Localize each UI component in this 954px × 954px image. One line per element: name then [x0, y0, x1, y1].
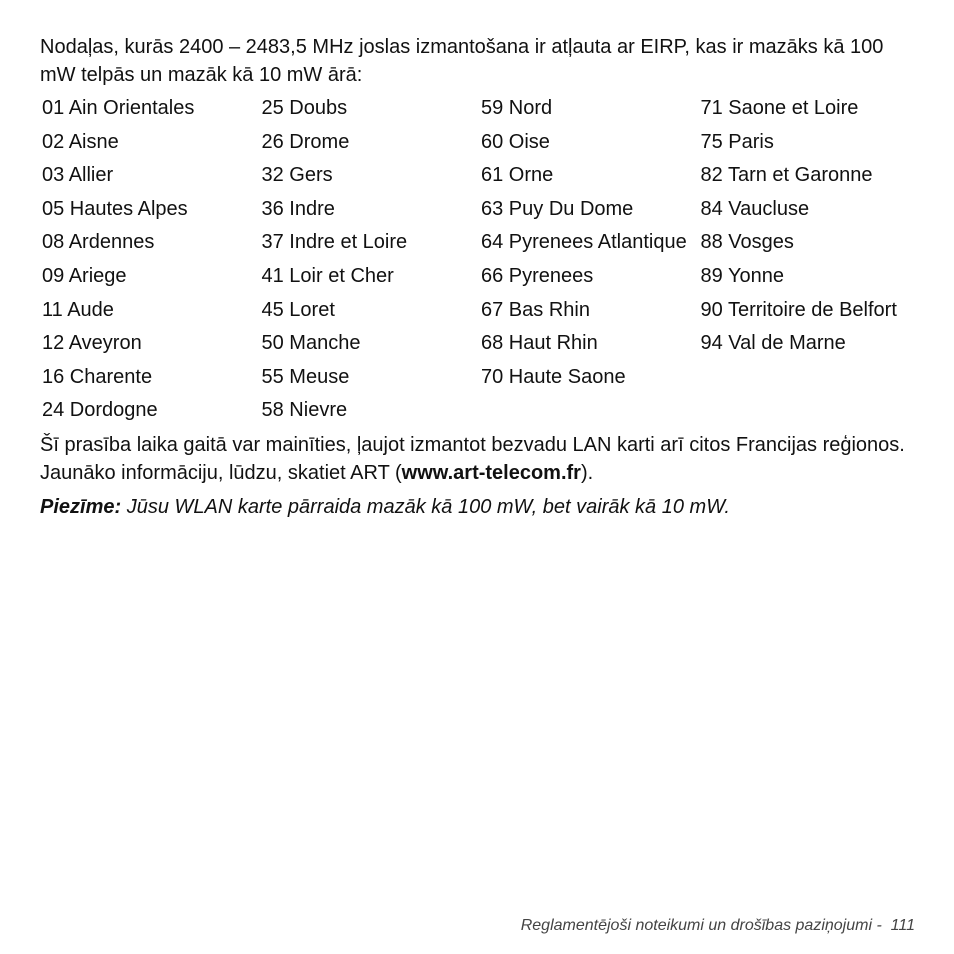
- page-footer: Reglamentējoši noteikumi un drošības paziņojumi - 111: [520, 917, 915, 934]
- note-label: Piezīme:: [40, 495, 122, 518]
- department-item: 25 Doubs: [261, 97, 348, 119]
- department-item: 45 Loret: [261, 298, 335, 321]
- department-item: 12 Aveyron: [42, 332, 142, 355]
- department-item: 64 Pyrenees Atlantique: [481, 231, 687, 254]
- department-item: 55 Meuse: [261, 365, 350, 388]
- department-item: 09 Ariege: [42, 264, 127, 287]
- department-columns: [42, 95, 920, 431]
- department-item: 67 Bas Rhin: [481, 298, 590, 321]
- note-text: Jūsu WLAN karte pārraida mazāk kā 100 mW, bet vairāk kā 10 mW.: [121, 495, 730, 518]
- intro-paragraph: Nodaļas, kurās 2400 – 2483,5 MHz joslas izmantošana ir atļauta ar EIRP, kas ir mazāks kā 100 mW telpās un mazāk kā 10 mW ārā:: [40, 36, 884, 86]
- department-item: 36 Indre: [261, 197, 335, 220]
- department-item: 75 Paris: [700, 130, 774, 153]
- department-item: 01 Ain Orientales: [42, 97, 195, 119]
- more-info-text: Jaunāko informāciju, lūdzu, skatiet ART (: [40, 461, 402, 484]
- department-item: 61 Orne: [481, 164, 554, 187]
- art-telecom-link[interactable]: www.art-telecom.fr: [401, 461, 581, 484]
- department-item: 03 Allier: [42, 164, 114, 187]
- department-item: 94 Val de Marne: [700, 332, 846, 355]
- department-item: 68 Haut Rhin: [481, 332, 598, 355]
- department-item: 59 Nord: [481, 97, 553, 119]
- department-item: 66 Pyrenees: [481, 264, 594, 287]
- department-column-3: [481, 95, 701, 431]
- department-item: 89 Yonne: [700, 264, 784, 287]
- department-item: 26 Drome: [261, 130, 350, 153]
- department-item: 11 Aude: [42, 298, 114, 321]
- department-item: 84 Vaucluse: [700, 197, 810, 220]
- department-item: 82 Tarn et Garonne: [700, 164, 873, 187]
- department-item: 50 Manche: [261, 332, 361, 355]
- department-column-2: [262, 95, 482, 431]
- department-item: 24 Dordogne: [42, 399, 158, 422]
- department-item: 71 Saone et Loire: [700, 97, 859, 119]
- department-item: 37 Indre et Loire: [261, 231, 408, 254]
- more-info-closing: ).: [580, 461, 594, 484]
- department-item: 60 Oise: [481, 130, 550, 153]
- department-column-1: [42, 95, 262, 431]
- department-item: 88 Vosges: [700, 231, 794, 254]
- department-item: 90 Territoire de Belfort: [700, 298, 897, 321]
- department-column-4: [701, 95, 921, 431]
- department-item: 16 Charente: [42, 365, 153, 388]
- department-item: 58 Nievre: [261, 399, 348, 422]
- department-item: 63 Puy Du Dome: [481, 197, 634, 220]
- department-item: 41 Loir et Cher: [261, 264, 394, 287]
- department-item: 05 Hautes Alpes: [42, 197, 188, 220]
- department-item: 70 Haute Saone: [481, 365, 626, 388]
- page-content: [40, 33, 920, 521]
- department-item: 02 Aisne: [42, 130, 119, 153]
- more-info-paragraph: [40, 459, 920, 487]
- department-item: 32 Gers: [261, 164, 333, 187]
- note-paragraph: [40, 493, 920, 521]
- change-notice-paragraph: Šī prasība laika gaitā var mainīties, ļaujot izmantot bezvadu LAN karti arī citos Francijas reģionos.: [40, 433, 905, 456]
- department-item: 08 Ardennes: [42, 231, 155, 254]
